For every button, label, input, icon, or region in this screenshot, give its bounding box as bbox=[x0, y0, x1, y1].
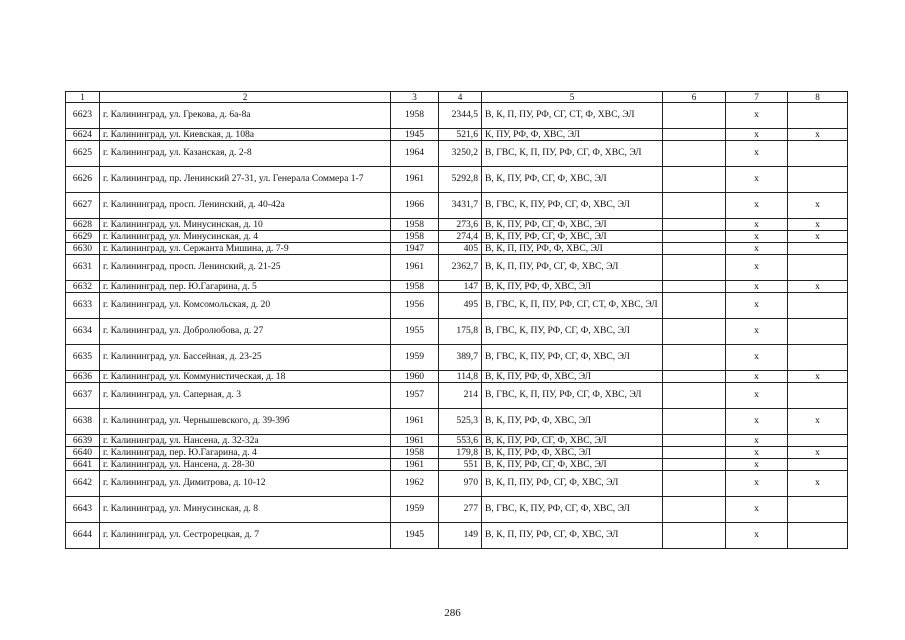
table-row bbox=[66, 103, 848, 129]
area-cell: 3250,2 bbox=[439, 141, 482, 167]
col8-mark-cell: х bbox=[788, 281, 848, 293]
address-cell: г. Калининград, ул. Минусинская, д. 10 bbox=[100, 219, 391, 231]
col6-cell bbox=[663, 319, 726, 345]
col7-mark-cell: х bbox=[726, 243, 788, 255]
area-cell: 525,3 bbox=[439, 409, 482, 435]
year-cell: 1945 bbox=[391, 129, 439, 141]
col6-cell bbox=[663, 167, 726, 193]
row-number-cell: 6623 bbox=[66, 103, 100, 129]
services-cell: В, К, ПУ, РФ, СГ, Ф, ХВС, ЭЛ bbox=[482, 231, 663, 243]
address-cell: г. Калининград, ул. Нансена, д. 32-32а bbox=[100, 435, 391, 447]
services-cell: В, К, ПУ, РФ, Ф, ХВС, ЭЛ bbox=[482, 447, 663, 459]
address-cell: г. Калининград, ул. Добролюбова, д. 27 bbox=[100, 319, 391, 345]
year-cell: 1956 bbox=[391, 293, 439, 319]
col8-mark-cell bbox=[788, 319, 848, 345]
address-cell: г. Калининград, ул. Коммунистическая, д. 18 bbox=[100, 371, 391, 383]
col-header-7: 7 bbox=[726, 92, 788, 103]
services-cell: В, ГВС, К, ПУ, РФ, СГ, Ф, ХВС, ЭЛ bbox=[482, 345, 663, 371]
address-cell: г. Калининград, ул. Саперная, д. 3 bbox=[100, 383, 391, 409]
row-number-cell: 6635 bbox=[66, 345, 100, 371]
row-number-cell: 6632 bbox=[66, 281, 100, 293]
table-row bbox=[66, 193, 848, 219]
year-cell: 1960 bbox=[391, 371, 439, 383]
address-cell: г. Калининград, ул. Казанская, д. 2-8 bbox=[100, 141, 391, 167]
year-cell: 1958 bbox=[391, 281, 439, 293]
services-cell: В, К, ПУ, РФ, СГ, Ф, ХВС, ЭЛ bbox=[482, 435, 663, 447]
year-cell: 1964 bbox=[391, 141, 439, 167]
year-cell: 1959 bbox=[391, 345, 439, 371]
services-cell: В, ГВС, К, П, ПУ, РФ, СГ, СТ, Ф, ХВС, ЭЛ bbox=[482, 293, 663, 319]
address-cell: г. Калининград, пер. Ю.Гагарина, д. 5 bbox=[100, 281, 391, 293]
col7-mark-cell: х bbox=[726, 497, 788, 523]
services-cell: В, ГВС, К, П, ПУ, РФ, СГ, Ф, ХВС, ЭЛ bbox=[482, 383, 663, 409]
row-number-cell: 6631 bbox=[66, 255, 100, 281]
services-cell: В, ГВС, К, П, ПУ, РФ, СГ, Ф, ХВС, ЭЛ bbox=[482, 141, 663, 167]
col7-mark-cell: х bbox=[726, 435, 788, 447]
area-cell: 175,8 bbox=[439, 319, 482, 345]
col7-mark-cell: х bbox=[726, 193, 788, 219]
services-cell: В, К, ПУ, РФ, Ф, ХВС, ЭЛ bbox=[482, 409, 663, 435]
address-cell: г. Калининград, ул. Минусинская, д. 8 bbox=[100, 497, 391, 523]
col8-mark-cell bbox=[788, 243, 848, 255]
table-row bbox=[66, 129, 848, 141]
col6-cell bbox=[663, 523, 726, 549]
col7-mark-cell: х bbox=[726, 219, 788, 231]
housing-registry-table bbox=[65, 91, 848, 549]
area-cell: 2344,5 bbox=[439, 103, 482, 129]
col7-mark-cell: х bbox=[726, 383, 788, 409]
col7-mark-cell: х bbox=[726, 281, 788, 293]
row-number-cell: 6637 bbox=[66, 383, 100, 409]
address-cell: г. Калининград, просп. Ленинский, д. 21-25 bbox=[100, 255, 391, 281]
table-row bbox=[66, 243, 848, 255]
row-number-cell: 6628 bbox=[66, 219, 100, 231]
col8-mark-cell bbox=[788, 255, 848, 281]
col6-cell bbox=[663, 103, 726, 129]
area-cell: 521,6 bbox=[439, 129, 482, 141]
table-row bbox=[66, 471, 848, 497]
address-cell: г. Калининград, пр. Ленинский 27-31, ул. Генерала Соммера 1-7 bbox=[100, 167, 391, 193]
col8-mark-cell: х bbox=[788, 231, 848, 243]
page-number: 286 bbox=[444, 607, 461, 619]
services-cell: В, ГВС, К, ПУ, РФ, СГ, Ф, ХВС, ЭЛ bbox=[482, 319, 663, 345]
row-number-cell: 6633 bbox=[66, 293, 100, 319]
services-cell: В, К, ПУ, РФ, СГ, Ф, ХВС, ЭЛ bbox=[482, 459, 663, 471]
services-cell: В, ГВС, К, ПУ, РФ, СГ, Ф, ХВС, ЭЛ bbox=[482, 497, 663, 523]
year-cell: 1958 bbox=[391, 231, 439, 243]
area-cell: 495 bbox=[439, 293, 482, 319]
col7-mark-cell: х bbox=[726, 255, 788, 281]
table-row bbox=[66, 523, 848, 549]
col8-mark-cell: х bbox=[788, 193, 848, 219]
row-number-cell: 6642 bbox=[66, 471, 100, 497]
col7-mark-cell: х bbox=[726, 167, 788, 193]
services-cell: В, К, ПУ, РФ, СГ, Ф, ХВС, ЭЛ bbox=[482, 219, 663, 231]
area-cell: 5292,8 bbox=[439, 167, 482, 193]
col6-cell bbox=[663, 129, 726, 141]
table-row bbox=[66, 141, 848, 167]
col6-cell bbox=[663, 255, 726, 281]
col6-cell bbox=[663, 345, 726, 371]
table-row bbox=[66, 447, 848, 459]
col8-mark-cell bbox=[788, 345, 848, 371]
services-cell: В, К, П, ПУ, РФ, СГ, Ф, ХВС, ЭЛ bbox=[482, 523, 663, 549]
area-cell: 3431,7 bbox=[439, 193, 482, 219]
year-cell: 1957 bbox=[391, 383, 439, 409]
address-cell: г. Калининград, ул. Киевская, д. 108а bbox=[100, 129, 391, 141]
col7-mark-cell: х bbox=[726, 103, 788, 129]
area-cell: 214 bbox=[439, 383, 482, 409]
services-cell: В, К, ПУ, РФ, Ф, ХВС, ЭЛ bbox=[482, 371, 663, 383]
services-cell: В, К, ПУ, РФ, Ф, ХВС, ЭЛ bbox=[482, 281, 663, 293]
col8-mark-cell bbox=[788, 523, 848, 549]
col8-mark-cell: х bbox=[788, 371, 848, 383]
services-cell: В, К, ПУ, РФ, СГ, Ф, ХВС, ЭЛ bbox=[482, 167, 663, 193]
year-cell: 1961 bbox=[391, 459, 439, 471]
table-row bbox=[66, 231, 848, 243]
table-row bbox=[66, 281, 848, 293]
col6-cell bbox=[663, 409, 726, 435]
col6-cell bbox=[663, 471, 726, 497]
year-cell: 1958 bbox=[391, 103, 439, 129]
table-row bbox=[66, 167, 848, 193]
col-header-8: 8 bbox=[788, 92, 848, 103]
col6-cell bbox=[663, 447, 726, 459]
services-cell: В, К, П, ПУ, РФ, СГ, СТ, Ф, ХВС, ЭЛ bbox=[482, 103, 663, 129]
year-cell: 1961 bbox=[391, 435, 439, 447]
address-cell: г. Калининград, пер. Ю.Гагарина, д. 4 bbox=[100, 447, 391, 459]
year-cell: 1961 bbox=[391, 255, 439, 281]
services-cell: В, К, П, ПУ, РФ, СГ, Ф, ХВС, ЭЛ bbox=[482, 255, 663, 281]
area-cell: 551 bbox=[439, 459, 482, 471]
col7-mark-cell: х bbox=[726, 523, 788, 549]
col8-mark-cell bbox=[788, 103, 848, 129]
services-cell: В, К, П, ПУ, РФ, СГ, Ф, ХВС, ЭЛ bbox=[482, 471, 663, 497]
row-number-cell: 6644 bbox=[66, 523, 100, 549]
col7-mark-cell: х bbox=[726, 141, 788, 167]
services-cell: В, К, П, ПУ, РФ, Ф, ХВС, ЭЛ bbox=[482, 243, 663, 255]
col-header-2: 2 bbox=[100, 92, 391, 103]
year-cell: 1947 bbox=[391, 243, 439, 255]
col6-cell bbox=[663, 371, 726, 383]
row-number-cell: 6636 bbox=[66, 371, 100, 383]
col6-cell bbox=[663, 219, 726, 231]
col8-mark-cell bbox=[788, 167, 848, 193]
row-number-cell: 6634 bbox=[66, 319, 100, 345]
col7-mark-cell: х bbox=[726, 345, 788, 371]
area-cell: 273,6 bbox=[439, 219, 482, 231]
col-header-5: 5 bbox=[482, 92, 663, 103]
year-cell: 1958 bbox=[391, 447, 439, 459]
col6-cell bbox=[663, 435, 726, 447]
area-cell: 2362,7 bbox=[439, 255, 482, 281]
services-cell: В, ГВС, К, ПУ, РФ, СГ, Ф, ХВС, ЭЛ bbox=[482, 193, 663, 219]
table-row bbox=[66, 219, 848, 231]
col7-mark-cell: х bbox=[726, 231, 788, 243]
table-row bbox=[66, 319, 848, 345]
col6-cell bbox=[663, 293, 726, 319]
column-number-header-row bbox=[66, 92, 848, 103]
col8-mark-cell bbox=[788, 459, 848, 471]
col6-cell bbox=[663, 231, 726, 243]
col6-cell bbox=[663, 141, 726, 167]
col8-mark-cell bbox=[788, 141, 848, 167]
col8-mark-cell bbox=[788, 293, 848, 319]
col8-mark-cell: х bbox=[788, 409, 848, 435]
address-cell: г. Калининград, ул. Сержанта Мишина, д. 7-9 bbox=[100, 243, 391, 255]
area-cell: 405 bbox=[439, 243, 482, 255]
row-number-cell: 6624 bbox=[66, 129, 100, 141]
col6-cell bbox=[663, 497, 726, 523]
col-header-6: 6 bbox=[663, 92, 726, 103]
area-cell: 149 bbox=[439, 523, 482, 549]
row-number-cell: 6641 bbox=[66, 459, 100, 471]
services-cell: К, ПУ, РФ, Ф, ХВС, ЭЛ bbox=[482, 129, 663, 141]
table-row bbox=[66, 371, 848, 383]
row-number-cell: 6639 bbox=[66, 435, 100, 447]
year-cell: 1961 bbox=[391, 409, 439, 435]
year-cell: 1962 bbox=[391, 471, 439, 497]
year-cell: 1966 bbox=[391, 193, 439, 219]
col7-mark-cell: х bbox=[726, 409, 788, 435]
col-header-4: 4 bbox=[439, 92, 482, 103]
col7-mark-cell: х bbox=[726, 293, 788, 319]
table-row bbox=[66, 293, 848, 319]
address-cell: г. Калининград, ул. Комсомольская, д. 20 bbox=[100, 293, 391, 319]
col8-mark-cell: х bbox=[788, 129, 848, 141]
col6-cell bbox=[663, 243, 726, 255]
table-row bbox=[66, 409, 848, 435]
area-cell: 389,7 bbox=[439, 345, 482, 371]
row-number-cell: 6625 bbox=[66, 141, 100, 167]
area-cell: 553,6 bbox=[439, 435, 482, 447]
table-row bbox=[66, 459, 848, 471]
row-number-cell: 6627 bbox=[66, 193, 100, 219]
area-cell: 179,8 bbox=[439, 447, 482, 459]
row-number-cell: 6638 bbox=[66, 409, 100, 435]
table-row bbox=[66, 383, 848, 409]
col7-mark-cell: х bbox=[726, 471, 788, 497]
row-number-cell: 6629 bbox=[66, 231, 100, 243]
area-cell: 970 bbox=[439, 471, 482, 497]
address-cell: г. Калининград, просп. Ленинский, д. 40-42а bbox=[100, 193, 391, 219]
address-cell: г. Калининград, ул. Грекова, д. 6а-8а bbox=[100, 103, 391, 129]
col6-cell bbox=[663, 281, 726, 293]
row-number-cell: 6643 bbox=[66, 497, 100, 523]
table-row bbox=[66, 497, 848, 523]
address-cell: г. Калининград, ул. Минусинская, д. 4 bbox=[100, 231, 391, 243]
col7-mark-cell: х bbox=[726, 371, 788, 383]
area-cell: 114,8 bbox=[439, 371, 482, 383]
col8-mark-cell bbox=[788, 383, 848, 409]
area-cell: 277 bbox=[439, 497, 482, 523]
address-cell: г. Калининград, ул. Бассейная, д. 23-25 bbox=[100, 345, 391, 371]
year-cell: 1945 bbox=[391, 523, 439, 549]
col7-mark-cell: х bbox=[726, 319, 788, 345]
year-cell: 1958 bbox=[391, 219, 439, 231]
col7-mark-cell: х bbox=[726, 129, 788, 141]
col8-mark-cell bbox=[788, 497, 848, 523]
table-row bbox=[66, 255, 848, 281]
address-cell: г. Калининград, ул. Чернышевского, д. 39-39б bbox=[100, 409, 391, 435]
col-header-3: 3 bbox=[391, 92, 439, 103]
table-row bbox=[66, 345, 848, 371]
table-row bbox=[66, 435, 848, 447]
area-cell: 147 bbox=[439, 281, 482, 293]
year-cell: 1955 bbox=[391, 319, 439, 345]
address-cell: г. Калининград, ул. Нансена, д. 28-30 bbox=[100, 459, 391, 471]
col7-mark-cell: х bbox=[726, 447, 788, 459]
col8-mark-cell bbox=[788, 435, 848, 447]
col8-mark-cell: х bbox=[788, 471, 848, 497]
row-number-cell: 6640 bbox=[66, 447, 100, 459]
col6-cell bbox=[663, 193, 726, 219]
col7-mark-cell: х bbox=[726, 459, 788, 471]
address-cell: г. Калининград, ул. Димитрова, д. 10-12 bbox=[100, 471, 391, 497]
col6-cell bbox=[663, 459, 726, 471]
row-number-cell: 6626 bbox=[66, 167, 100, 193]
col6-cell bbox=[663, 383, 726, 409]
col8-mark-cell: х bbox=[788, 447, 848, 459]
address-cell: г. Калининград, ул. Сестрорецкая, д. 7 bbox=[100, 523, 391, 549]
col-header-1: 1 bbox=[66, 92, 100, 103]
area-cell: 274,4 bbox=[439, 231, 482, 243]
col8-mark-cell: х bbox=[788, 219, 848, 231]
year-cell: 1961 bbox=[391, 167, 439, 193]
row-number-cell: 6630 bbox=[66, 243, 100, 255]
year-cell: 1959 bbox=[391, 497, 439, 523]
